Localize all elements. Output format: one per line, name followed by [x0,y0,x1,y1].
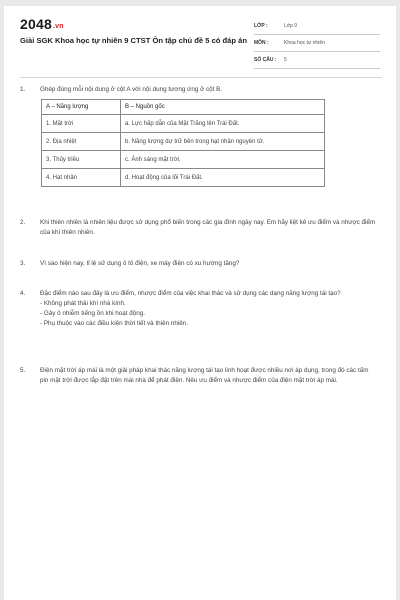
table-row [42,151,325,169]
table-cell: a. Lực hấp dẫn của Mặt Trăng lên Trái Đất. [121,115,325,133]
question-text: Khi thiên nhiên là nhiên liệu được sử dụng phổ biến trong các gia đình ngày nay. Em hãy liệt kê ưu điểm và nhược điểm của khí thiên nhiên. [40,219,376,236]
table-cell: c. Ánh sáng mặt trời. [121,151,325,169]
table-cell: 2. Địa nhiệt [42,133,121,151]
site-logo[interactable] [20,16,64,32]
question-text: Đặc điểm nào sau đây là ưu điểm, nhược điểm của việc khai thác và sử dụng các dạng năng lượng tái tạo? [40,290,341,297]
question-text: Ghép đúng mỗi nội dung ở cột A với nội dung tương ứng ở cột B. [40,86,223,93]
meta-label: LỚP : [254,23,268,29]
question-number: 4. [20,290,26,297]
logo-text: 2048 [20,16,52,32]
header-divider [20,77,382,78]
table-header-b: B – Nguồn gốc [121,100,325,115]
logo-domain: .vn [52,23,64,30]
meta-row-class [254,18,380,35]
meta-label: MÔN : [254,40,269,46]
table-row [42,133,325,151]
question-number: 5. [20,367,26,374]
question-text: Điện mặt trời áp mái là một giải pháp khai thác năng lượng tái tạo linh hoạt được nhiều nơi áp dụng, trong đó các tấm pin mặt trời được lắp đặt trên mái nhà để phát điện. Nêu ưu điểm và nhược điểm của điện mặt trời áp mái. [40,367,369,384]
meta-row-count [254,52,380,69]
question-number: 3. [20,260,26,267]
meta-value: 5 [284,57,287,63]
meta-label: SỐ CÂU : [254,57,277,63]
meta-value: Khoa học tự nhiên [284,40,325,46]
question-body [40,289,378,329]
list-item: - Phụ thuộc vào các điều kiện thời tiết và thiên nhiên. [40,320,188,327]
table-cell: b. Năng lượng dự trữ bên trong hạt nhân nguyên tử. [121,133,325,151]
table-cell: 1. Mặt trời [42,115,121,133]
document-title: Giải SGK Khoa học tự nhiên 9 CTST Ôn tập chủ đề 5 có đáp án [20,36,248,45]
meta-value: Lớp 9 [284,23,298,29]
table-cell: 4. Hạt nhân [42,169,121,187]
list-item: - Gây ô nhiễm tiếng ồn khi hoạt động. [40,310,146,317]
table-row [42,169,325,187]
list-item: - Không phát thải khí nhà kính. [40,300,126,307]
meta-info [254,18,380,69]
question-text: Vì sao hiện nay, tỉ lệ sử dụng ô tô điện, xe máy điện có xu hướng tăng? [40,260,240,267]
worksheet-page [4,6,396,600]
matching-table [41,99,325,187]
table-header-a: A – Năng lượng [42,100,121,115]
table-header-row [42,100,325,115]
question-number: 1. [20,86,26,93]
table-cell: d. Hoạt động của lõi Trái Đất. [121,169,325,187]
question-number: 2. [20,219,26,226]
table-cell: 3. Thủy triều [42,151,121,169]
meta-row-subject [254,35,380,52]
table-row [42,115,325,133]
